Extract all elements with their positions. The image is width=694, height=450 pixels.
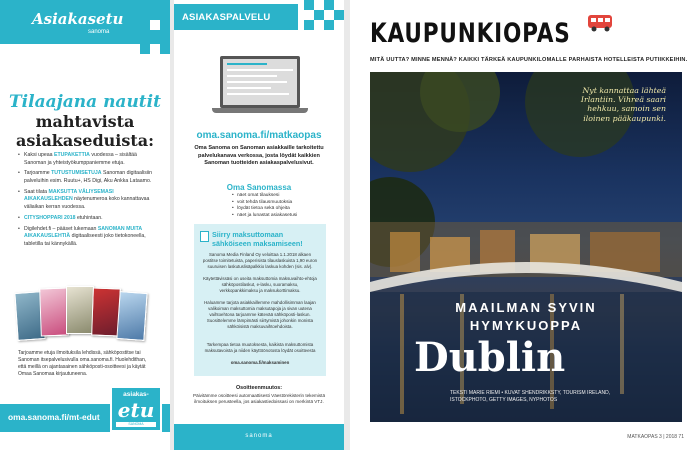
bus-icon bbox=[586, 12, 616, 34]
document-icon bbox=[200, 231, 209, 242]
magazine-cover bbox=[66, 286, 94, 334]
e-payment-link[interactable]: oma.sanoma.fi/maksaminen bbox=[230, 360, 290, 365]
decorative-square bbox=[160, 44, 170, 54]
benefit-item: • CITYSHOPPARI 2018 etuhintaan. bbox=[18, 215, 156, 223]
decorative-square bbox=[304, 20, 314, 30]
box-paragraph: Käytettävissäsi on useita maksuttomia maksuvaihto-ehtoja sähköpostilaskut, e-lasku, suoramaksu, verkkopankkimaksu ja maksukorttimaksu. bbox=[203, 276, 317, 293]
magazine-cover bbox=[39, 288, 69, 337]
magazine-cover bbox=[116, 291, 147, 341]
logo-text: SANOMA bbox=[116, 422, 156, 427]
address-change-heading: Osoitteenmuutos: bbox=[235, 385, 283, 391]
benefits-footnote: Tarjoamme etuja ilmoituksila lehdissä, sähköpostitse tai Sanoman itsepalvelusivulla oma.sanoma.fi. Huolehdithan, että meillä on ajantasainen sähköposti-osoitteesi ja käytät Omaa Sanomaa kirjautuneena. bbox=[18, 350, 147, 377]
headline-line: asiakaseduista: bbox=[15, 131, 155, 150]
asiakaspalvelu-page bbox=[174, 0, 344, 450]
list-item: • voit tehdä tilausmuutoksia bbox=[232, 200, 297, 207]
headline-line: mahtavista bbox=[35, 112, 135, 131]
logo-text: etu bbox=[117, 398, 155, 422]
page-subtitle: MITÄ UUTTA? MINNE MENNÄ? KAIKKI TÄRKEÄ KAUPUNKILOMALLE PARHAISTA HOTELLEISTA PUTIIKKEIHIN. bbox=[370, 57, 688, 63]
oma-sanoma-list bbox=[232, 193, 297, 219]
box-paragraph: Sanoma Media Finland Oy veloittaa 1.1.2018 alkaen postitse toimitetuista, paperisista tilauslaskuista 1,90 euron suuruisen laskutuslisäpalkkio laskua kohden (sis. alv). bbox=[202, 252, 318, 269]
benefit-item: • Digilehdet.fi – pääset lukemaan SANOMAN MUITA AIKAKAUSLEHTIÄ digitaaliseesti joko tietokoneella, tabletilla tai kännykällä. bbox=[18, 226, 156, 249]
laptop-screenshot-image bbox=[220, 56, 300, 108]
box-paragraph: Tarkempaa tietoa muutoksesta, kaikista maksuttomista maksutavoista ja niiden käyttöönotosta löydät osoitteesta bbox=[204, 342, 316, 353]
dublin-night-photo bbox=[370, 72, 682, 422]
headline-script: Tilaajana nautit bbox=[9, 92, 161, 112]
oma-sanoma-intro: Oma Sanoma on Sanoman asiakkaille tarkoitettu palvelukanava verkossa, josta löydät kaikkien Sanoman tuotteiden asiakaspalvelusivut. bbox=[194, 145, 324, 167]
decorative-square bbox=[314, 10, 324, 20]
benefit-item: • Tarjoamme TUTUSTUMISETUJA Sanoman digitaalisiin palveluihin esim. Ruutu+, HS Digi, Aku Ankka Lataamo. bbox=[18, 170, 156, 185]
oma-sanoma-heading: Oma Sanomassa bbox=[226, 183, 292, 192]
decorative-square bbox=[324, 0, 334, 10]
asiakasetu-logo bbox=[110, 386, 162, 432]
page-number: MATKAOPAS 3 | 2018 71 bbox=[627, 434, 684, 440]
decorative-square bbox=[140, 44, 150, 54]
decorative-square bbox=[160, 10, 170, 20]
decorative-square bbox=[324, 20, 334, 30]
benefit-item: • Saat tilata MAKSUTTA VÄLIYSEMASI AIKAKAUSLEHDEN näytenumeroa koko kannattavaa väliaikan kerran vuodessa. bbox=[18, 189, 156, 212]
decorative-square bbox=[304, 0, 314, 10]
intro-quote: Nyt kannattaa lähteä Irlantiin. Vihreä saari hehkuu, samoin sen iloinen pääkaupunki. bbox=[580, 86, 666, 123]
box-paragraph: Haluamme tarjota asiakkaillemme mahdollisimman laajan valikoiman maksuttomia maksutapoja ja sivan uutena vaihtoehtona tarjoamme kätevää sähköposti-laskun. Suosittelemme lämpimästi siirtymistä johonkin monista sähköisistä maksuvaihtoehdoista. bbox=[204, 300, 316, 329]
matkaopas-url[interactable]: oma.sanoma.fi/matkaopas bbox=[196, 130, 322, 141]
page-title: Asiakasetu bbox=[32, 10, 124, 28]
benefits-url[interactable]: oma.sanoma.fi/mt-edut bbox=[8, 412, 100, 422]
decorative-square bbox=[150, 0, 160, 10]
address-change-text: Päivitämme osoitteesi automaattisesti Väestörekisterin tekemistä ilmoituksen perusteella, jos asiakastiedoissasi on merkintä VTJ. bbox=[193, 393, 325, 405]
benefit-item: • Kaksi upeaa ETUPAKETTIA vuodessa – sisältää Sanoman ja yhteistyökumppaniemme etuja. bbox=[18, 152, 156, 167]
list-item: • löydät tietoa sekä ohjeita bbox=[232, 206, 297, 213]
asiakasetu-header bbox=[0, 0, 170, 44]
list-item: • näet ja lunastat asiakasetusi bbox=[232, 213, 297, 220]
kicker-line: HYMYKUOPPA bbox=[469, 318, 583, 333]
laptop-base bbox=[212, 108, 308, 113]
e-payment-box bbox=[194, 224, 326, 376]
sanoma-brand: sanoma bbox=[88, 29, 110, 35]
asiakaspalvelu-header bbox=[174, 4, 298, 30]
e-payment-title: Siirry maksuttomaan sähköiseen maksamiseen! bbox=[212, 230, 303, 248]
photo-credits: TEKSTI MARIE RIEMI • KUVAT SHENDRIKKSTY, TOURISM IRELAND, ISTOCKPHOTO, GETTY IMAGES, NYPHOTOS bbox=[450, 390, 611, 403]
page-title: ASIAKASPALVELU bbox=[182, 12, 271, 23]
sanoma-brand: sanoma bbox=[245, 433, 273, 439]
city-title: Dublin bbox=[414, 334, 566, 381]
decorative-square bbox=[150, 20, 160, 30]
list-item: • näet omat tilauksesi bbox=[232, 193, 297, 200]
kaupunkiopas-page bbox=[350, 0, 694, 450]
magazine-covers-image bbox=[16, 286, 156, 346]
benefit-list bbox=[18, 152, 156, 251]
logo-text: asiakas- bbox=[123, 391, 149, 398]
asiakasetu-page bbox=[0, 0, 170, 450]
page-title: KAUPUNKIOPAS bbox=[370, 18, 571, 49]
headline bbox=[0, 112, 170, 150]
kicker-line: MAAILMAN SYVIN bbox=[455, 300, 597, 315]
decorative-square bbox=[334, 10, 344, 20]
sanoma-footer bbox=[174, 424, 344, 450]
